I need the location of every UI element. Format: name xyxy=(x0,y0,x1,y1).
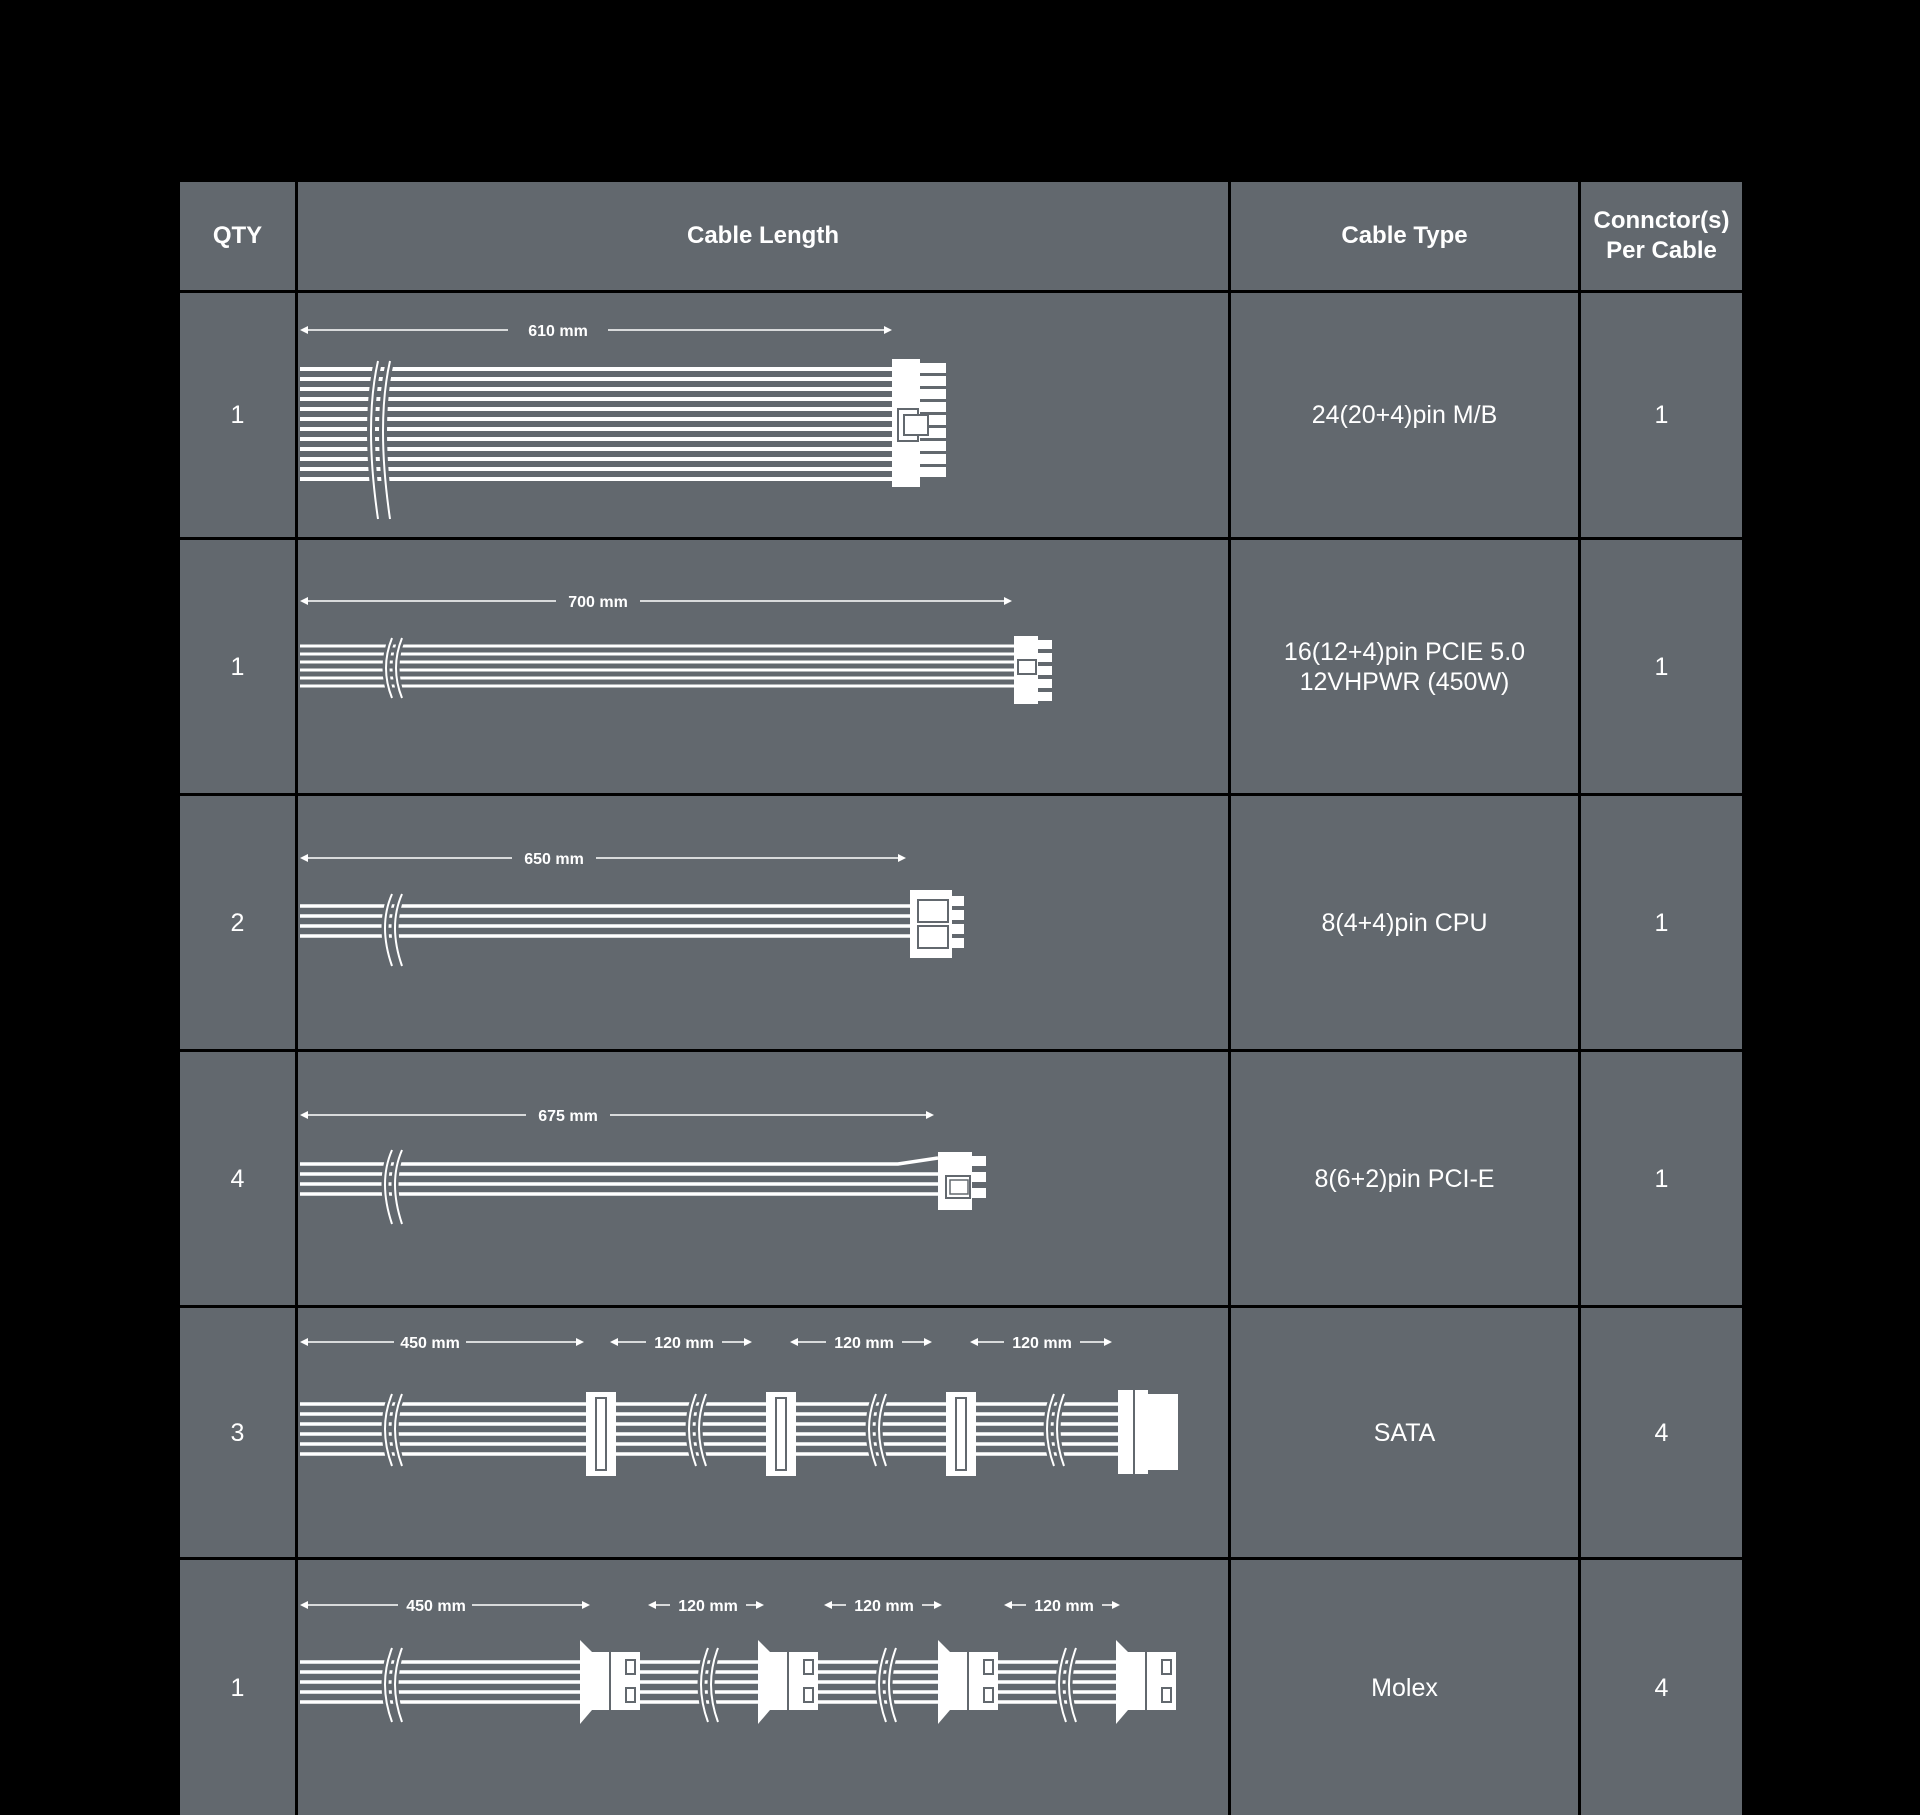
cable-type-cell: SATA xyxy=(1231,1308,1578,1557)
length-label: 675 mm xyxy=(538,1108,598,1125)
length-label: 120 mm xyxy=(1012,1335,1072,1352)
table-row xyxy=(180,1560,1742,1815)
dimension-arrow xyxy=(300,854,906,862)
length-label: 450 mm xyxy=(406,1598,466,1615)
cable-length-cell xyxy=(298,1308,1228,1557)
cpu-8pin-connector xyxy=(910,890,964,958)
sata-connector xyxy=(586,1392,616,1476)
dimension-arrow xyxy=(300,1111,934,1119)
dimension-arrow xyxy=(300,597,1012,605)
qty-cell: 3 xyxy=(180,1308,295,1557)
pcie-8pin-connector xyxy=(938,1152,986,1210)
length-label: 120 mm xyxy=(854,1598,914,1615)
cable-length-cell xyxy=(298,796,1228,1049)
sata-connector xyxy=(946,1392,976,1476)
table-row xyxy=(180,540,1742,793)
cable-12vhpwr-diagram xyxy=(298,540,1228,793)
connectors-cell: 1 xyxy=(1581,293,1742,537)
cable-length-cell xyxy=(298,293,1228,537)
table-row xyxy=(180,1308,1742,1557)
header-connectors-per-cable: Connctor(s) Per Cable xyxy=(1581,182,1742,290)
molex-connector xyxy=(580,1640,640,1724)
sata-end-connector xyxy=(1118,1390,1178,1474)
cable-length-cell xyxy=(298,540,1228,793)
cable-type-cell: 8(6+2)pin PCI-E xyxy=(1231,1052,1578,1305)
length-label: 120 mm xyxy=(678,1598,738,1615)
length-label: 120 mm xyxy=(1034,1598,1094,1615)
cable-type-cell: 16(12+4)pin PCIE 5.0 12VHPWR (450W) xyxy=(1231,540,1578,793)
molex-connector xyxy=(758,1640,818,1724)
qty-cell: 1 xyxy=(180,1560,295,1815)
cable-spec-table xyxy=(180,182,1742,1815)
dimension-arrow xyxy=(300,326,892,334)
wire-bundle xyxy=(300,1404,1118,1454)
connectors-cell: 4 xyxy=(1581,1308,1742,1557)
length-label: 450 mm xyxy=(400,1335,460,1352)
table-header xyxy=(180,182,1742,290)
pcie5-16pin-connector xyxy=(1014,636,1052,704)
atx-24pin-connector xyxy=(892,359,946,487)
cable-cpu-diagram xyxy=(298,796,1228,1049)
header-qty: QTY xyxy=(180,182,295,290)
table-row xyxy=(180,293,1742,537)
length-label: 650 mm xyxy=(524,851,584,868)
connectors-cell: 4 xyxy=(1581,1560,1742,1815)
length-label: 120 mm xyxy=(654,1335,714,1352)
header-cable-length: Cable Length xyxy=(298,182,1228,290)
wire-bundle xyxy=(300,906,910,936)
table-row xyxy=(180,796,1742,1049)
cable-type-cell: 24(20+4)pin M/B xyxy=(1231,293,1578,537)
length-label: 700 mm xyxy=(568,594,628,611)
qty-cell: 1 xyxy=(180,293,295,537)
cable-length-cell xyxy=(298,1052,1228,1305)
cable-molex-diagram xyxy=(298,1560,1228,1815)
cable-type-cell: 8(4+4)pin CPU xyxy=(1231,796,1578,1049)
length-label: 120 mm xyxy=(834,1335,894,1352)
connectors-cell: 1 xyxy=(1581,540,1742,793)
molex-connector xyxy=(1116,1640,1176,1724)
sata-connector xyxy=(766,1392,796,1476)
qty-cell: 2 xyxy=(180,796,295,1049)
cable-pcie-diagram xyxy=(298,1052,1228,1305)
cable-24pin-diagram xyxy=(298,293,1228,537)
cable-sata-diagram xyxy=(298,1308,1228,1557)
qty-cell: 4 xyxy=(180,1052,295,1305)
molex-connector xyxy=(938,1640,998,1724)
cable-type-cell: Molex xyxy=(1231,1560,1578,1815)
wire-bundle xyxy=(300,646,1014,686)
cable-length-cell xyxy=(298,1560,1228,1815)
length-label: 610 mm xyxy=(528,323,588,340)
header-cable-type: Cable Type xyxy=(1231,182,1578,290)
connectors-cell: 1 xyxy=(1581,796,1742,1049)
connectors-cell: 1 xyxy=(1581,1052,1742,1305)
table-row xyxy=(180,1052,1742,1305)
qty-cell: 1 xyxy=(180,540,295,793)
